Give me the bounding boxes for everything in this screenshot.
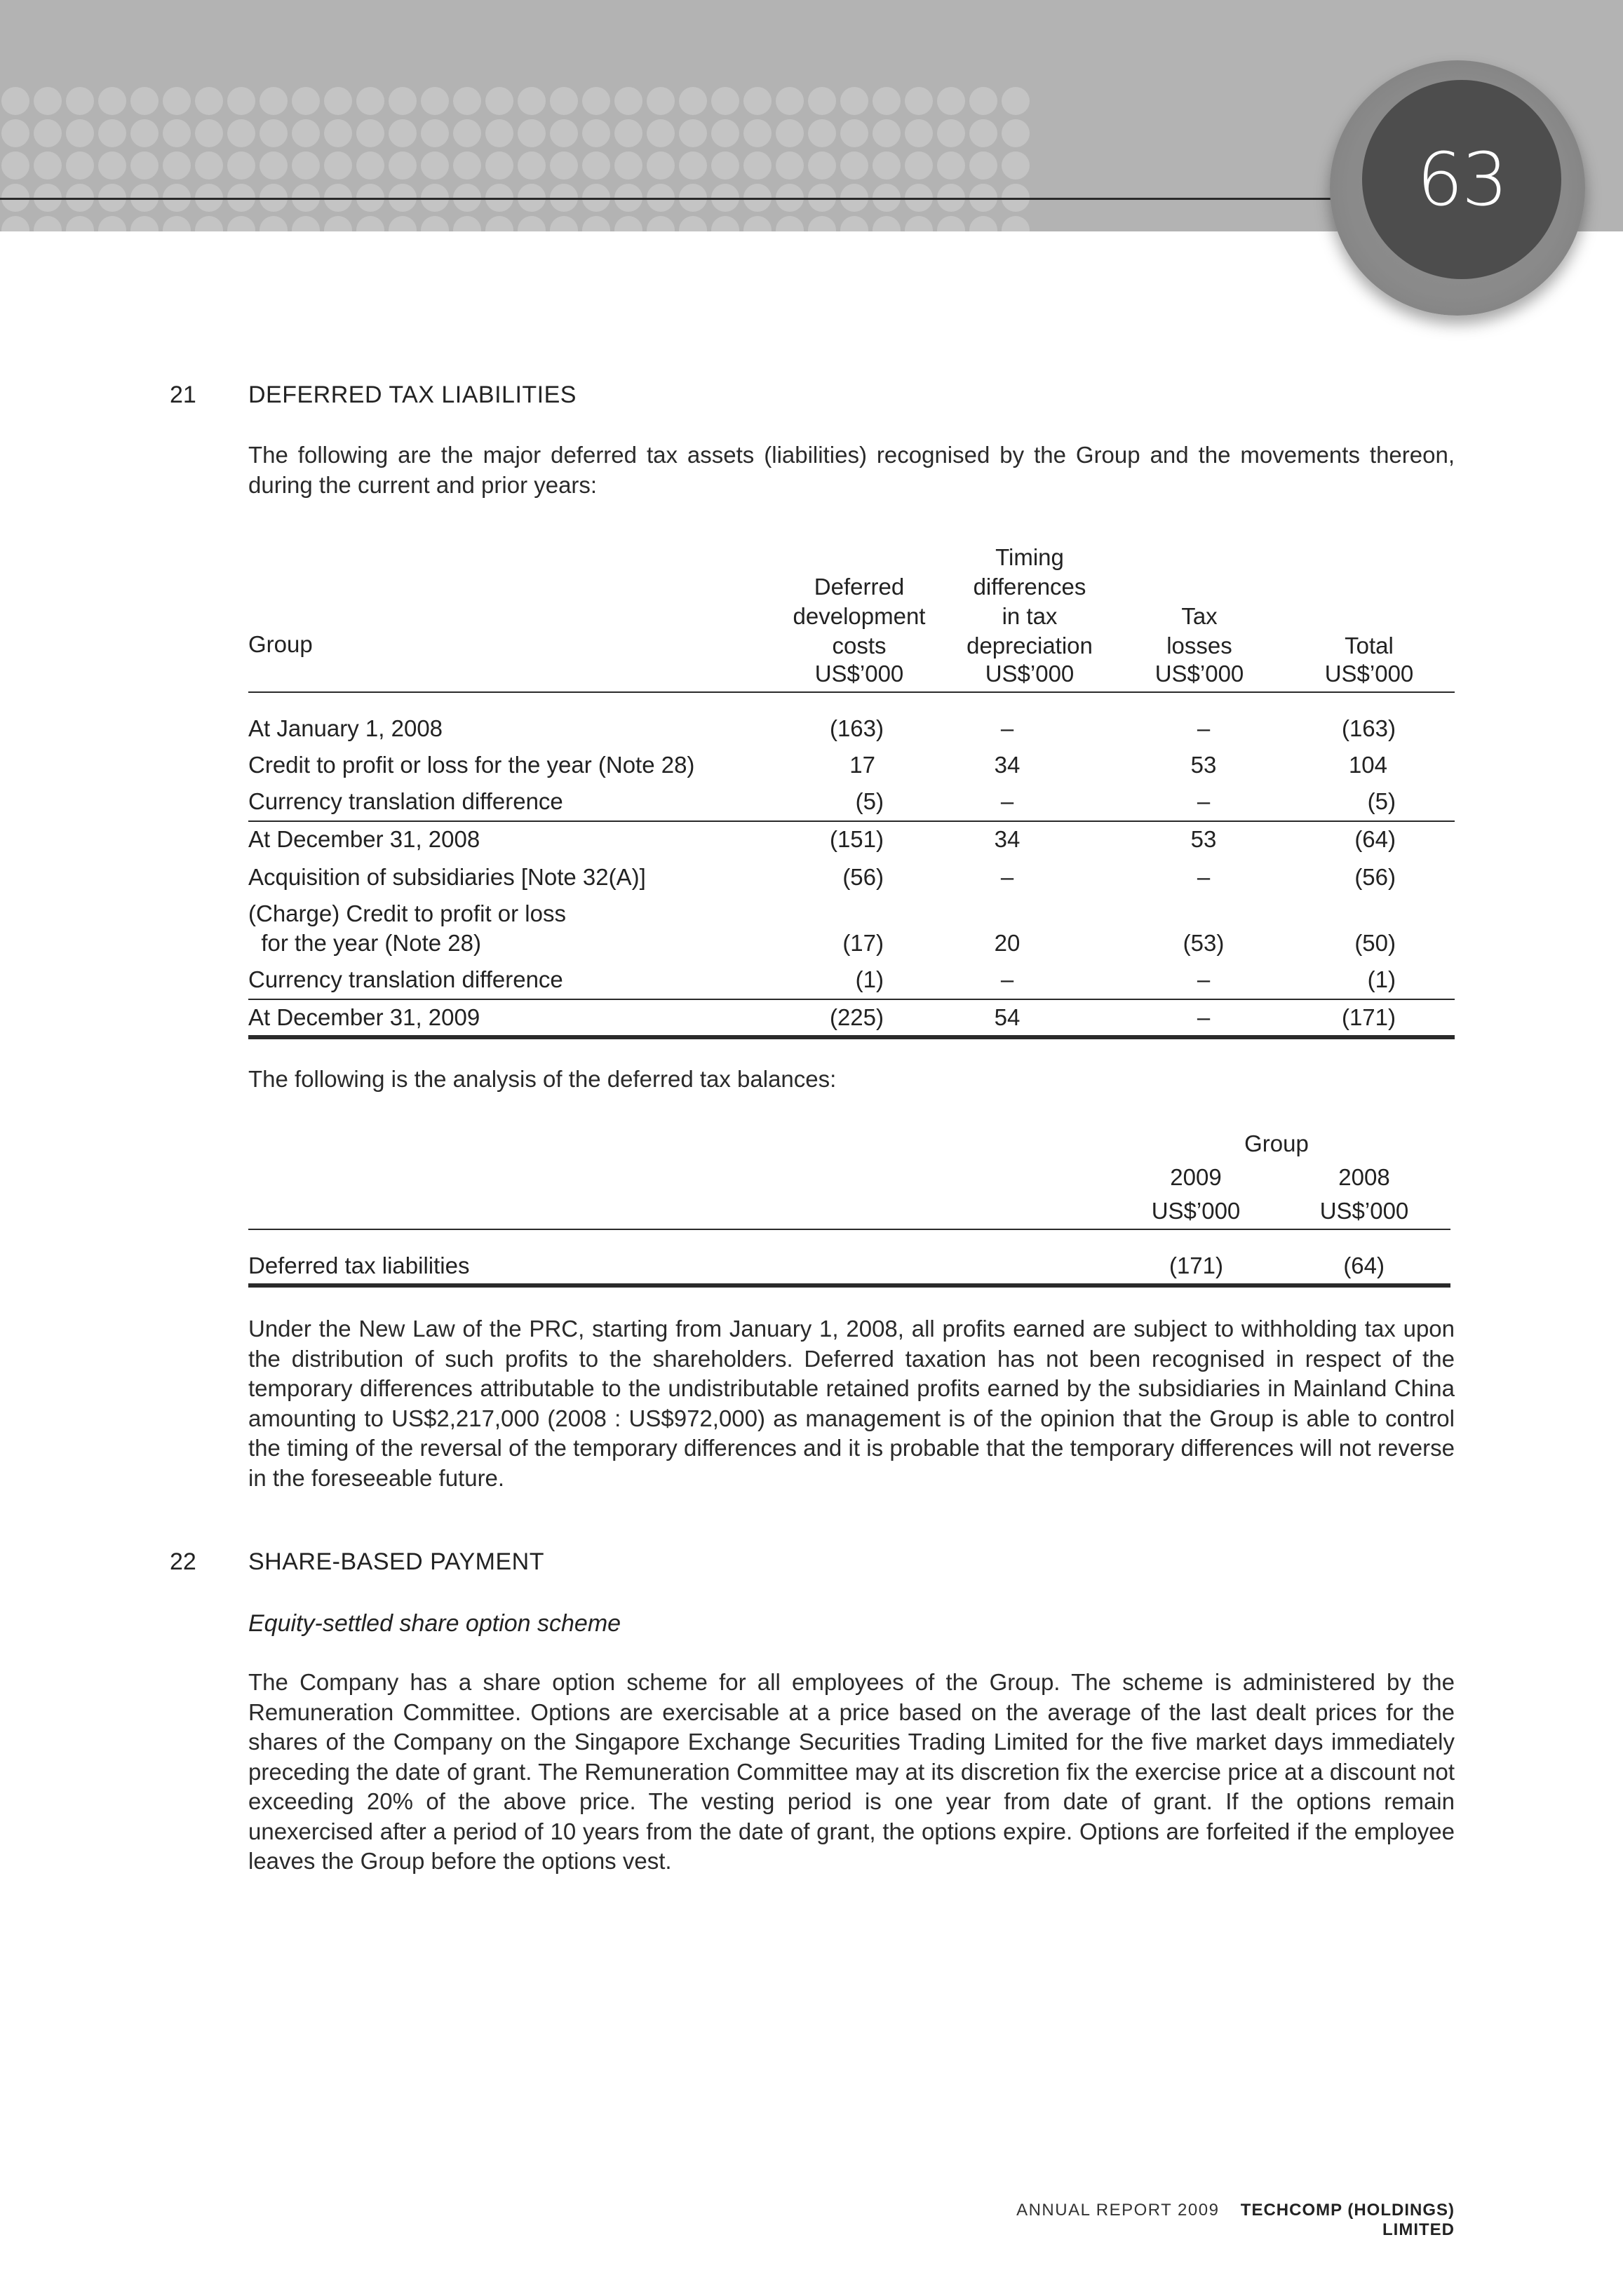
decor-dot [421, 87, 449, 115]
table-cell: 104 [1348, 752, 1387, 778]
unit-label: US$’000 [1324, 661, 1414, 687]
decor-dot [679, 216, 707, 231]
decor-dot [679, 87, 707, 115]
table-cell: (163) [829, 715, 884, 741]
decor-dot [1, 87, 29, 115]
table-cell: (17) [842, 930, 884, 956]
decor-dot [130, 119, 159, 147]
decor-dot [550, 216, 578, 231]
col-header-line: costs [832, 633, 887, 659]
section-22-paragraph: The Company has a share option scheme for all employees of the Group. The scheme is administered by the Remuneration Committee. Options are exercisable at a price based on the average of the last dealt prices for the shares of the Company on the Singapore Exchange Securities Trading Limited for the five market days immediately preceding the date of grant. The Remuneration Committee may at its discretion fix the exercise price at a discount not exceeding 20% of the above price. The vesting period is one year from date of grant. If the options remain unexercised after a period of 10 years from the date of grant, the options expire. Options are forfeited if the employee leaves the Group before the options vest. [248, 1669, 1455, 1874]
subtotal-rule [248, 999, 1455, 1000]
col-header-line: depreciation [967, 633, 1093, 659]
table-cell: – [1000, 788, 1014, 814]
col-header-line: Timing [995, 544, 1064, 570]
decor-dot [66, 151, 94, 180]
decor-dot [776, 119, 804, 147]
decor-dot [98, 216, 126, 231]
balance-year-2008: 2008 [1338, 1164, 1390, 1190]
decor-dot [873, 119, 901, 147]
balance-cell: (64) [1343, 1252, 1385, 1278]
decor-dot [485, 151, 513, 180]
decor-dot [389, 87, 417, 115]
table-cell: 54 [994, 1004, 1021, 1030]
decor-dot [356, 119, 384, 147]
table-cell: 34 [994, 826, 1021, 852]
decor-dot [873, 151, 901, 180]
decor-dot [969, 87, 997, 115]
unit-label: US$’000 [985, 661, 1075, 687]
footer-report: ANNUAL REPORT 2009 [1016, 2201, 1220, 2220]
table-cell: (171) [1341, 1004, 1396, 1030]
decor-dot [679, 119, 707, 147]
table-cell: 53 [1190, 752, 1217, 778]
decor-dot [163, 87, 191, 115]
table-cell: – [1197, 966, 1211, 992]
decor-dot [1, 216, 29, 231]
decor-dot [260, 87, 288, 115]
decor-dot [518, 119, 546, 147]
decor-dot [840, 151, 868, 180]
table-cell: (5) [855, 788, 884, 814]
decor-dot [34, 87, 62, 115]
table-cell: (56) [1354, 864, 1396, 890]
decor-dot [260, 151, 288, 180]
decor-dot [743, 119, 772, 147]
decor-dot [905, 87, 933, 115]
decor-dot [550, 87, 578, 115]
table-cell: (53) [1183, 930, 1225, 956]
decor-dot [227, 151, 255, 180]
decor-dot [518, 151, 546, 180]
decor-dot [98, 151, 126, 180]
decor-dot [130, 87, 159, 115]
balance-year-2009: 2009 [1170, 1164, 1222, 1190]
decor-dot [163, 151, 191, 180]
decor-dot [34, 216, 62, 231]
table-cell: – [1197, 864, 1211, 890]
decor-dot [743, 87, 772, 115]
decor-dot [1002, 119, 1030, 147]
decor-dot [195, 151, 223, 180]
col-header-timing-differences [940, 543, 1119, 661]
section-22-subheading: Equity-settled share option scheme [248, 1610, 621, 1637]
table-cell: 53 [1190, 826, 1217, 852]
decor-dot [1002, 151, 1030, 180]
table-cell: (225) [829, 1004, 884, 1030]
decor-dot [711, 151, 739, 180]
decor-dot [34, 151, 62, 180]
decor-dot [324, 216, 352, 231]
decor-dot [34, 119, 62, 147]
decor-dot [421, 119, 449, 147]
table-bottom-double-rule [248, 1035, 1455, 1039]
decor-dot [260, 119, 288, 147]
table-cell: – [1197, 1004, 1211, 1030]
decor-dot [969, 151, 997, 180]
table-cell: – [1197, 788, 1211, 814]
decor-dot [324, 151, 352, 180]
section-21-number: 21 [170, 381, 196, 408]
table-cell: 17 [849, 752, 875, 778]
table-row-label: At January 1, 2008 [248, 715, 443, 741]
decor-dot [743, 216, 772, 231]
table-cell: (1) [855, 966, 884, 992]
decor-dot [550, 119, 578, 147]
table-cell: – [1000, 966, 1014, 992]
subtotal-rule [248, 821, 1455, 822]
decor-dot [1, 119, 29, 147]
decor-dot [905, 151, 933, 180]
table-cell: (1) [1367, 966, 1396, 992]
decor-dot [711, 119, 739, 147]
section-21-intro: The following are the major deferred tax assets (liabilities) recognised by the Group and the movements thereon, during the current and prior years: [248, 442, 1455, 498]
col-header-line: losses [1166, 633, 1232, 659]
table-row-label: At December 31, 2008 [248, 826, 480, 852]
decor-dot [614, 216, 642, 231]
analysis-intro: The following is the analysis of the deferred tax balances: [248, 1066, 837, 1092]
table-cell: (64) [1354, 826, 1396, 852]
decor-dot [227, 119, 255, 147]
decor-dot [453, 87, 481, 115]
table-row-label: (Charge) Credit to profit or loss [248, 900, 566, 926]
decor-dot [647, 216, 675, 231]
decor-dot [647, 119, 675, 147]
col-header-line: in tax [1002, 603, 1058, 629]
decor-dot [518, 216, 546, 231]
decor-dot [776, 151, 804, 180]
col-header-line: Tax [1181, 603, 1218, 629]
table-cell: 34 [994, 752, 1021, 778]
decor-dot [163, 216, 191, 231]
decor-dot [356, 87, 384, 115]
section-22-title: SHARE-BASED PAYMENT [248, 1548, 544, 1575]
decor-dot [937, 151, 965, 180]
page-number-badge-inner [1362, 80, 1561, 279]
decor-dot [711, 87, 739, 115]
decor-dot [130, 151, 159, 180]
col-header-line: development [793, 603, 926, 629]
decor-dot [840, 119, 868, 147]
decor-dot [421, 151, 449, 180]
decor-dot [808, 216, 836, 231]
decor-dot [66, 216, 94, 231]
decor-dot [66, 87, 94, 115]
decor-dot [808, 151, 836, 180]
unit-label: US$’000 [1154, 661, 1244, 687]
decor-dot [614, 119, 642, 147]
footer-company: TECHCOMP (HOLDINGS) LIMITED [1240, 2201, 1455, 2239]
decor-dot [679, 151, 707, 180]
decor-dot [356, 151, 384, 180]
decor-dot [582, 216, 610, 231]
decor-dot [1, 151, 29, 180]
header-rule [0, 198, 1375, 200]
decor-dot [453, 216, 481, 231]
decor-dot [98, 119, 126, 147]
decor-dot [743, 151, 772, 180]
table-row-label: Currency translation difference [248, 788, 563, 814]
section-22-number: 22 [170, 1548, 196, 1575]
decor-dot [776, 216, 804, 231]
footer [947, 2201, 1455, 2240]
decor-dot [808, 87, 836, 115]
decor-dot [582, 151, 610, 180]
table-cell: – [1197, 715, 1211, 741]
decor-dot [227, 216, 255, 231]
decor-dot [163, 119, 191, 147]
unit-label: US$’000 [814, 661, 904, 687]
table-header-rule [248, 691, 1455, 693]
decor-dot [453, 151, 481, 180]
decor-dot [776, 87, 804, 115]
decor-dot [260, 216, 288, 231]
unit-label: US$’000 [1151, 1198, 1241, 1224]
balance-bottom-rule [248, 1283, 1450, 1288]
unit-label: US$’000 [1319, 1198, 1409, 1224]
table-cell: (151) [829, 826, 884, 852]
decor-dot [873, 87, 901, 115]
decor-dot [647, 87, 675, 115]
prc-paragraph: Under the New Law of the PRC, starting from January 1, 2008, all profits earned are subject to withholding tax upon the distribution of such profits to the shareholders. Deferred taxation has not been recognised in respect of the temporary differences attributable to the undistributable retained profits earned by the subsidiaries in Mainland China amounting to US$2,217,000 (2008 : US$972,000) as management is of the opinion that the Group is able to control the timing of the reversal of the temporary differences and it is probable that the temporary differences will not reverse in the foreseeable future. [248, 1316, 1455, 1491]
decor-dot [582, 87, 610, 115]
col-header-total [1299, 631, 1439, 661]
col-header-line: Total [1345, 633, 1394, 659]
decor-dot [130, 216, 159, 231]
table-cell: – [1000, 864, 1014, 890]
decor-dot [840, 216, 868, 231]
decor-dot [808, 119, 836, 147]
table-cell: 20 [994, 930, 1021, 956]
balance-group-header: Group [1244, 1130, 1309, 1156]
decor-dot [292, 119, 320, 147]
table-cell: – [1000, 715, 1014, 741]
decor-dot [647, 151, 675, 180]
decor-dot [227, 87, 255, 115]
decor-dot [356, 216, 384, 231]
decor-dot [937, 87, 965, 115]
decor-dot [292, 216, 320, 231]
decor-dot [98, 87, 126, 115]
table-row-label: Acquisition of subsidiaries [Note 32(A)] [248, 864, 646, 890]
balance-header-rule [248, 1229, 1450, 1230]
decor-dot [905, 119, 933, 147]
page-number: 63 [1416, 137, 1507, 222]
decor-dot [485, 119, 513, 147]
dot-pattern-decoration [0, 86, 1052, 231]
decor-dot [1002, 87, 1030, 115]
decor-dot [614, 151, 642, 180]
section-21-title: DEFERRED TAX LIABILITIES [248, 381, 577, 408]
decor-dot [324, 87, 352, 115]
decor-dot [582, 119, 610, 147]
table-cell: (5) [1367, 788, 1396, 814]
decor-dot [485, 216, 513, 231]
decor-dot [1002, 216, 1030, 231]
decor-dot [389, 151, 417, 180]
decor-dot [453, 119, 481, 147]
table-cell: (163) [1341, 715, 1396, 741]
decor-dot [937, 216, 965, 231]
col-header-line: Deferred [814, 574, 905, 600]
col-header-tax-losses [1129, 602, 1270, 661]
decor-dot [873, 216, 901, 231]
table-row-label: Credit to profit or loss for the year (Note 28) [248, 752, 695, 778]
decor-dot [389, 216, 417, 231]
decor-dot [905, 216, 933, 231]
decor-dot [550, 151, 578, 180]
decor-dot [195, 216, 223, 231]
table-row-label: At December 31, 2009 [248, 1004, 480, 1030]
decor-dot [421, 216, 449, 231]
decor-dot [969, 119, 997, 147]
col-header-line: differences [973, 574, 1086, 600]
decor-dot [969, 216, 997, 231]
decor-dot [485, 87, 513, 115]
table-row-label: Currency translation difference [248, 966, 563, 992]
decor-dot [518, 87, 546, 115]
decor-dot [292, 87, 320, 115]
balance-cell: (171) [1169, 1252, 1223, 1278]
row-header-group: Group [248, 631, 313, 657]
decor-dot [66, 119, 94, 147]
col-header-deferred-development-costs [772, 572, 947, 661]
decor-dot [292, 151, 320, 180]
table-cell: (56) [842, 864, 884, 890]
table-cell: (50) [1354, 930, 1396, 956]
table-row-label-continued: for the year (Note 28) [248, 930, 481, 956]
balance-row-label: Deferred tax liabilities [248, 1252, 470, 1278]
decor-dot [195, 87, 223, 115]
decor-dot [324, 119, 352, 147]
decor-dot [711, 216, 739, 231]
decor-dot [389, 119, 417, 147]
decor-dot [614, 87, 642, 115]
decor-dot [840, 87, 868, 115]
decor-dot [937, 119, 965, 147]
decor-dot [195, 119, 223, 147]
